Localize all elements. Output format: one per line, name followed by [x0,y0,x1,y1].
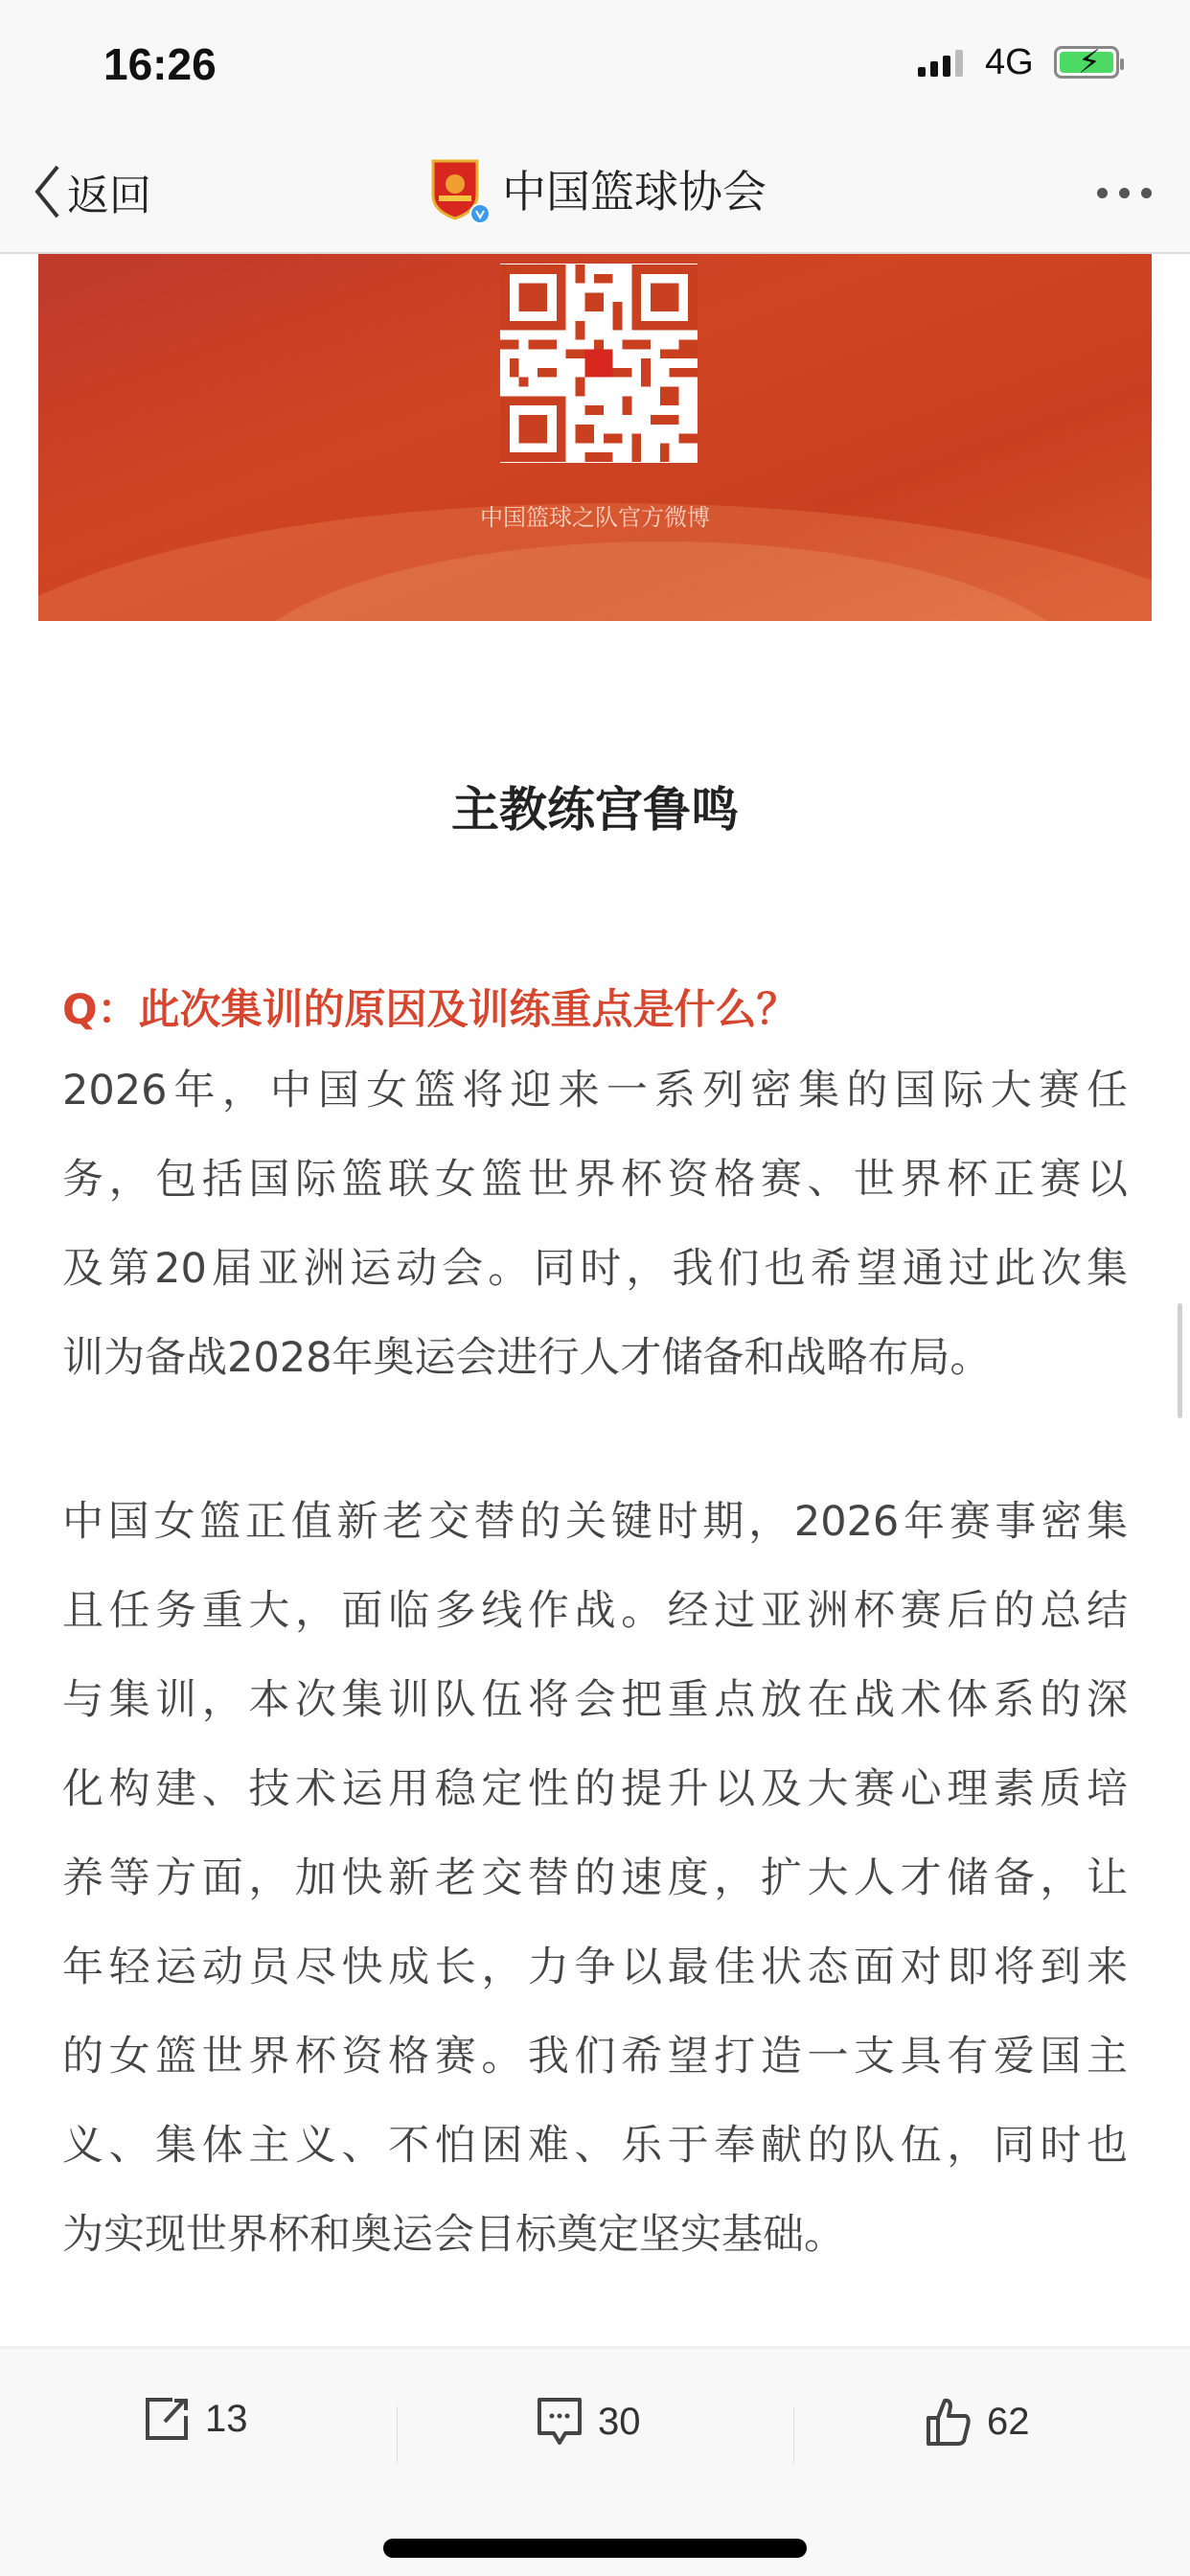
cba-logo [427,157,483,220]
banner-caption: 中国篮球之队官方微博 [480,504,710,531]
nav-title: 中国篮球协会 [502,166,767,218]
like-button[interactable] [926,2397,1030,2447]
account-title[interactable] [427,157,767,220]
repost-count: 13 [205,2397,248,2440]
chevron-left-icon [33,163,61,220]
qr-banner-image [38,254,1152,621]
divider [397,2406,398,2464]
verified-badge-icon [469,203,491,224]
network-type: 4G [985,42,1034,82]
paragraph-line: 中国女篮正值新老交替的关键时期，2026年赛事密集 [62,1498,1128,1546]
thumbs-up-icon [926,2397,972,2447]
paragraph-line: 与集训，本次集训队伍将会把重点放在战术体系的深 [62,1676,1128,1724]
paragraph-line: 为实现世界杯和奥运会目标奠定坚实基础。 [62,2211,845,2259]
comment-icon [537,2397,583,2447]
signal-icon [918,50,963,77]
like-count: 62 [987,2400,1030,2443]
more-options-button[interactable] [1097,188,1152,198]
paragraph-2 [62,1478,1128,2280]
comment-button[interactable] [537,2397,641,2447]
nav-bar [0,134,1190,254]
status-bar [0,0,1190,134]
paragraph-line: 且任务重大，面临多线作战。经过亚洲杯赛后的总结 [62,1587,1128,1635]
paragraph-line: 年轻运动员尽快成长，力争以最佳状态面对即将到来 [62,1944,1128,1991]
back-label: 返回 [67,172,151,220]
divider [793,2406,794,2464]
paragraph-line: 的女篮世界杯资格赛。我们希望打造一支具有爱国主 [62,2033,1128,2081]
paragraph-line: 2026年，中国女篮将迎来一系列密集的国际大赛任 [62,1067,1128,1115]
paragraph-line: 训为备战2028年奥运会进行人才储备和战略布局。 [62,1334,992,1382]
comment-count: 30 [598,2400,641,2443]
paragraph-1 [62,1046,1128,1403]
paragraph-line: 务，包括国际篮联女篮世界杯资格赛、世界杯正赛以 [62,1156,1128,1204]
repost-button[interactable] [144,2397,248,2441]
back-button[interactable] [33,161,151,222]
question-text: Q：此次集训的原因及训练重点是什么？ [62,986,798,1034]
paragraph-line: 化构建、技术运用稳定性的提升以及大赛心理素质培 [62,1765,1128,1813]
status-time: 16:26 [103,39,217,89]
qr-code [500,264,698,463]
section-heading: 主教练宫鲁鸣 [451,782,739,838]
paragraph-line: 义、集体主义、不怕困难、乐于奉献的队伍，同时也 [62,2122,1128,2170]
home-indicator[interactable] [383,2539,807,2558]
share-icon [144,2397,190,2441]
paragraph-line: 及第20届亚洲运动会。同时，我们也希望通过此次集 [62,1245,1128,1293]
scrollbar[interactable] [1178,1303,1182,1418]
battery-charging-icon: ⚡ [1054,46,1119,79]
paragraph-line: 养等方面，加快新老交替的速度，扩大人才储备，让 [62,1854,1128,1902]
action-bar [0,2346,1190,2576]
